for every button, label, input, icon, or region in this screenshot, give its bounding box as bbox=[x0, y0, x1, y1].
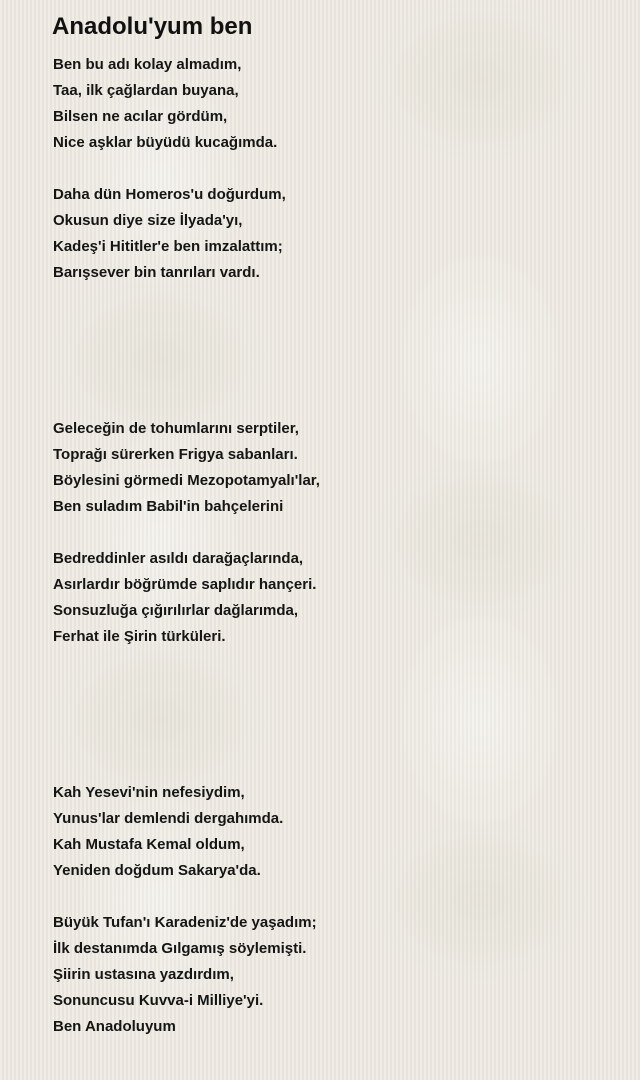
poem-line: İlk destanımda Gılgamış söylemişti. bbox=[53, 940, 307, 957]
poem-line: Toprağı sürerken Frigya sabanları. bbox=[53, 446, 298, 463]
poem-line: Barışsever bin tanrıları vardı. bbox=[53, 264, 260, 281]
stanza-5 bbox=[53, 780, 613, 884]
poem-line: Daha dün Homeros'u doğurdum, bbox=[53, 186, 286, 203]
poem-line: Şiirin ustasına yazdırdım, bbox=[53, 966, 234, 983]
poem-line: Böylesini görmedi Mezopotamyalı'lar, bbox=[53, 472, 320, 489]
poem-line: Ben suladım Babil'in bahçelerini bbox=[53, 498, 284, 515]
poem-line: Kah Mustafa Kemal oldum, bbox=[53, 836, 245, 853]
poem-line: Bedreddinler asıldı darağaçlarında, bbox=[53, 550, 304, 567]
stanza-gap bbox=[53, 520, 613, 546]
poem-body bbox=[53, 52, 613, 1040]
stanza-1 bbox=[53, 52, 613, 156]
stanza-gap bbox=[53, 884, 613, 910]
poem-line: Bilsen ne acılar gördüm, bbox=[53, 108, 228, 125]
section-gap bbox=[53, 650, 613, 780]
stanza-3 bbox=[53, 416, 613, 520]
section-gap bbox=[53, 286, 613, 416]
poem-line: Asırlardır böğrümde saplıdır hançeri. bbox=[53, 576, 317, 593]
poem-line: Yeniden doğdum Sakarya'da. bbox=[53, 862, 261, 879]
stanza-4 bbox=[53, 546, 613, 650]
poem-line: Nice aşklar büyüdü kucağımda. bbox=[53, 134, 278, 151]
poem-line: Kah Yesevi'nin nefesiydim, bbox=[53, 784, 245, 801]
poem-line: Ferhat ile Şirin türküleri. bbox=[53, 628, 226, 645]
poem-line: Sonuncusu Kuvva-i Milliye'yi. bbox=[53, 992, 264, 1009]
poem-title: Anadolu'yum ben bbox=[52, 13, 253, 40]
stanza-gap bbox=[53, 156, 613, 182]
poem-line: Yunus'lar demlendi dergahımda. bbox=[53, 810, 284, 827]
poem-line: Sonsuzluğa çığırılırlar dağlarımda, bbox=[53, 602, 299, 619]
poem-line: Büyük Tufan'ı Karadeniz'de yaşadım; bbox=[53, 914, 317, 931]
poem-line: Ben bu adı kolay almadım, bbox=[53, 56, 242, 73]
poem-line: Ben Anadoluyum bbox=[53, 1018, 176, 1035]
poem-line: Geleceğin de tohumlarını serptiler, bbox=[53, 420, 299, 437]
poem-line: Taa, ilk çağlardan buyana, bbox=[53, 82, 239, 99]
poem-line: Okusun diye size İlyada'yı, bbox=[53, 212, 243, 229]
stanza-2 bbox=[53, 182, 613, 286]
stanza-6 bbox=[53, 910, 613, 1040]
poem-line: Kadeş'i Hititler'e ben imzalattım; bbox=[53, 238, 283, 255]
